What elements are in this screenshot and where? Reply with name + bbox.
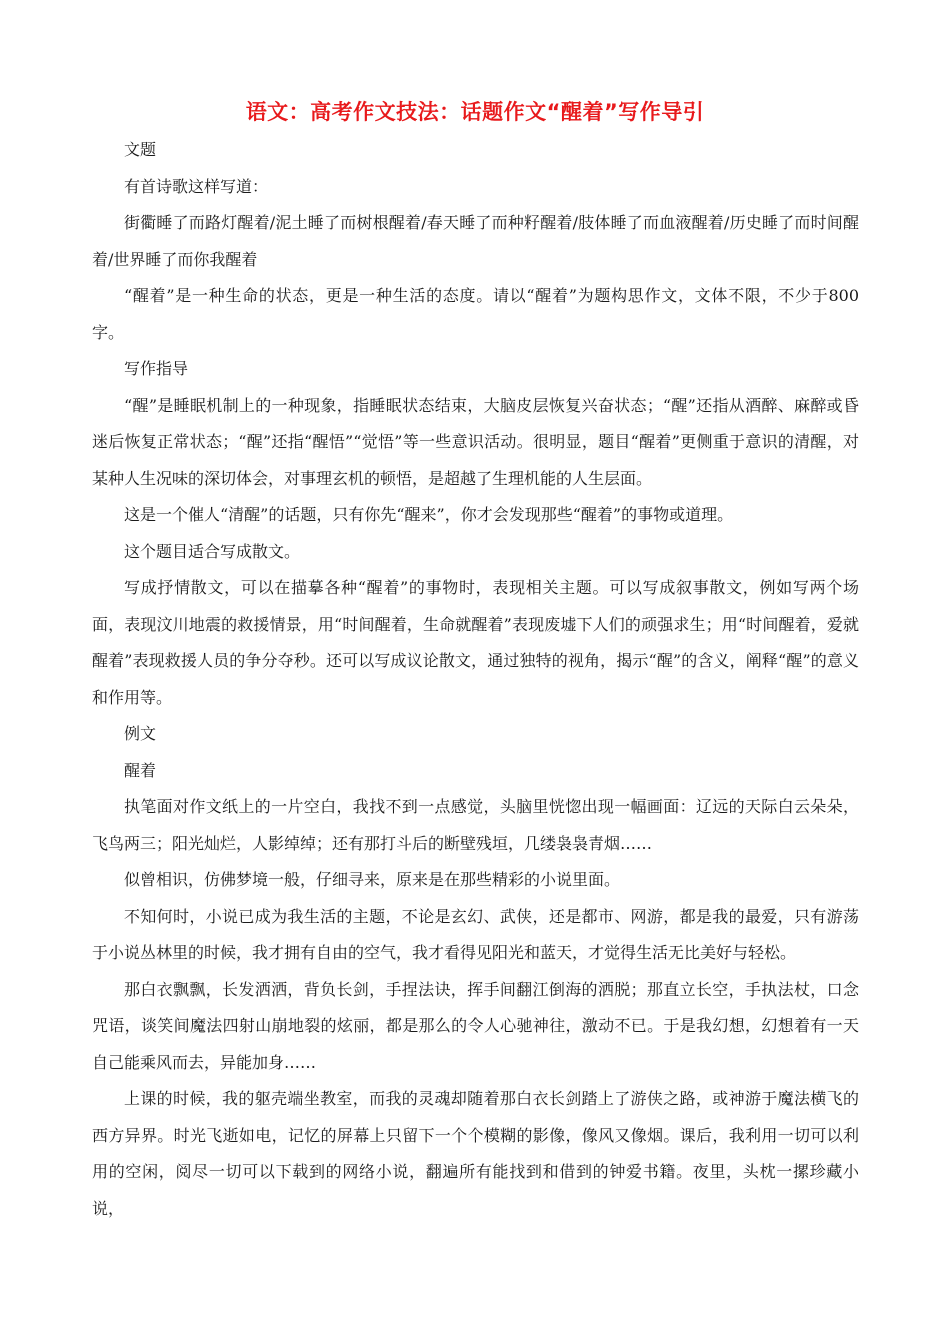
essay-paragraph: 那白衣飘飘，长发洒洒，背负长剑，手捏法诀，挥手间翻江倒海的洒脱；那直立长空，手执法杖，口念咒语，谈笑间魔法四射山崩地裂的炫丽，都是那么的令人心驰神往，激动不已。于是我幻想，幻想着有一天自己能乘风而去，异能加身…… [92,979,859,1072]
poem-paragraph: 街衢睡了而路灯醒着/泥土睡了而树根醒着/春天睡了而种籽醒着/肢体睡了而血液醒着/历史睡了而时间醒着/世界睡了而你我醒着 [92,213,859,269]
essay-paragraph: 不知何时，小说已成为我生活的主题，不论是玄幻、武侠，还是都市、网游，都是我的最爱，只有游荡于小说丛林里的时候，我才拥有自由的空气，我才看得见阳光和蓝天，才觉得生活无比美好与轻松。 [92,906,859,962]
body-paragraph: 这个题目适合写成散文。 [124,541,301,561]
essay-title: 醒着 [124,760,157,780]
body-paragraph: 有首诗歌这样写道： [124,176,269,196]
section-heading-example: 例文 [124,724,157,743]
body-paragraph: 写成抒情散文，可以在描摹各种“醒着”的事物时，表现相关主题。可以写成叙事散文，例如写两个场面，表现汶川地震的救援情景，用“时间醒着，生命就醒着”表现废墟下人们的顽强求生；用“时间醒着，爱就醒着”表现救援人员的争分夺秒。还可以写成议论散文，通过独特的视角，揭示“醒”的含义，阐释“醒”的意义和作用等。 [92,578,859,707]
essay-paragraph: 似曾相识，仿佛梦境一般，仔细寻来，原来是在那些精彩的小说里面。 [124,870,621,889]
section-heading-guidance: 写作指导 [124,359,189,378]
document-title: 语文：高考作文技法：话题作文“醒着”写作导引 [245,100,705,124]
body-paragraph: “醒”是睡眠机制上的一种现象，指睡眠状态结束，大脑皮层恢复兴奋状态；“醒”还指从酒醉、麻醉或昏迷后恢复正常状态；“醒”还指“醒悟”“觉悟”等一些意识活动。很明显，题目“醒着”更侧重于意识的清醒，对某种人生况味的深切体会，对事理玄机的顿悟，是超越了生理机能的人生层面。 [92,395,859,488]
body-paragraph: 这是一个催人“清醒”的话题，只有你先“醒来”，你才会发现那些“醒着”的事物或道理。 [124,505,734,524]
essay-paragraph: 上课的时候，我的躯壳端坐教室，而我的灵魂却随着那白衣长剑踏上了游侠之路，或神游于魔法横飞的西方异界。时光飞逝如电，记忆的屏幕上只留下一个个模糊的影像，像风又像烟。课后，我利用一切可以利用的空闲，阅尽一切可以下载到的网络小说，翻遍所有能找到和借到的钟爱书籍。夜里，头枕一摞珍藏小说， [92,1089,859,1218]
section-heading-topic: 文题 [124,140,157,159]
essay-paragraph: 执笔面对作文纸上的一片空白，我找不到一点感觉，头脑里恍惚出现一幅画面：辽远的天际白云朵朵，飞鸟两三；阳光灿烂，人影绰绰；还有那打斗后的断壁残垣，几缕袅袅青烟…… [92,797,859,853]
prompt-paragraph: “醒着”是一种生命的状态，更是一种生活的态度。请以“醒着”为题构思作文，文体不限，不少于800字。 [92,286,859,342]
document-body [92,132,859,1227]
